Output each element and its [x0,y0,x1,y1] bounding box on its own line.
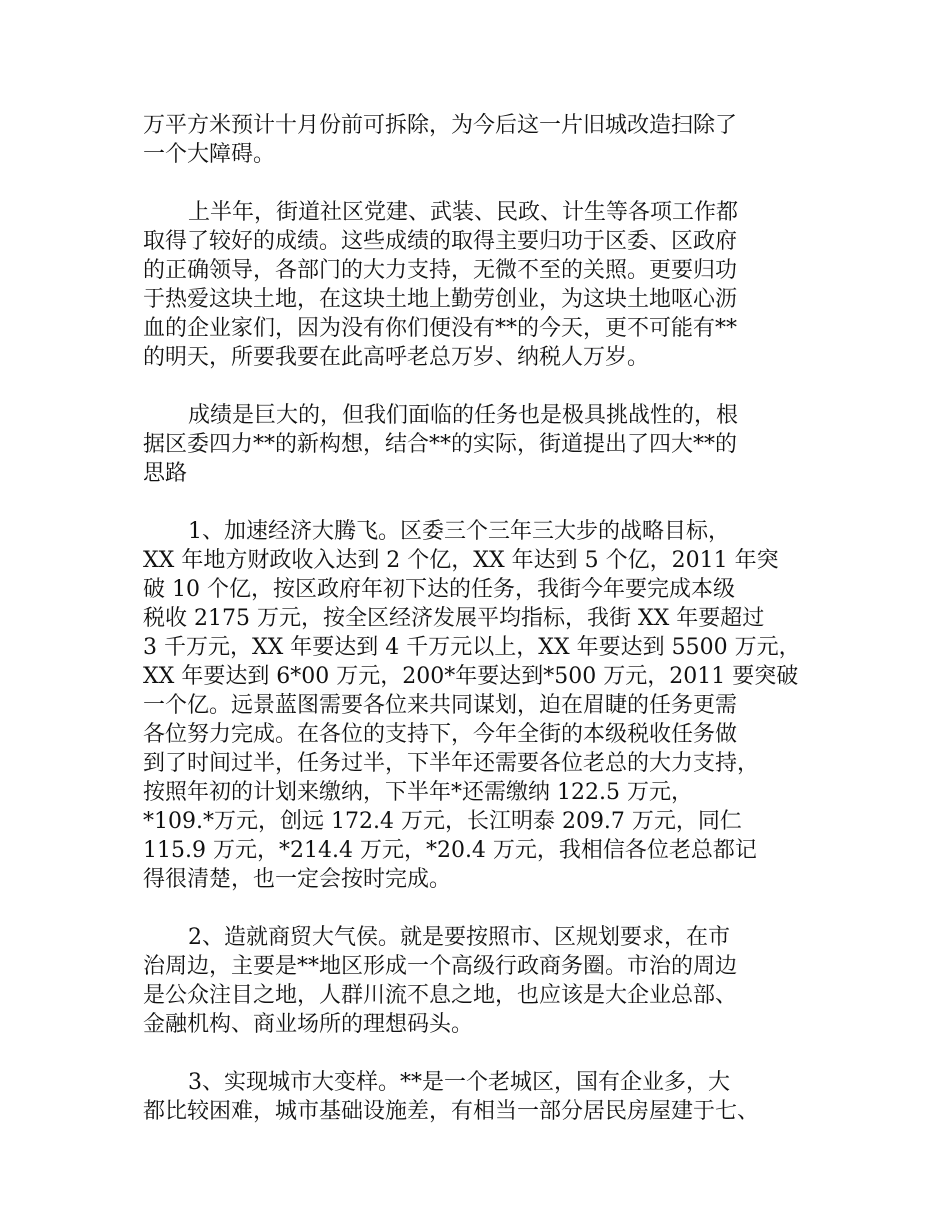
paragraph [143,198,833,372]
paragraph [143,1068,833,1126]
text-line: 是公众注目之地，人群川流不息之地，也应该是大企业总部、 [143,983,738,1008]
text-line: 治周边，主要是**地区形成一个高级行政商务圈。市治的周边 [143,954,738,979]
text-line: 一个亿。远景蓝图需要各位来共同谋划，迫在眉睫的任务更需 [143,693,738,718]
text-line: XX 年地方财政收入达到 2 个亿，XX 年达到 5 个亿，2011 年突 [143,548,779,573]
paragraph [143,923,833,1039]
text-line: 上半年，街道社区党建、武装、民政、计生等各项工作都 [188,200,739,225]
text-line: 据区委四力**的新构想，结合**的实际，街道提出了四大**的 [143,432,738,457]
text-line: 3、实现城市大变样。**是一个老城区，国有企业多，大 [188,1070,730,1095]
text-line: 1、加速经济大腾飞。区委三个三年三大步的战略目标， [188,519,730,544]
text-line: 成绩是巨大的，但我们面临的任务也是极具挑战性的，根 [188,403,739,428]
paragraph [143,111,833,169]
text-line: *109.*万元，创远 172.4 万元，长江明泰 209.7 万元，同仁 [143,809,742,834]
text-line: 破 10 个亿，按区政府年初下达的任务，我街今年要完成本级 [143,577,735,602]
text-line: 金融机构、商业场所的理想码头。 [143,1012,474,1037]
text-line: 血的企业家们，因为没有你们便没有**的今天，更不可能有** [143,316,738,341]
text-line: 取得了较好的成绩。这些成绩的取得主要归功于区委、区政府 [143,229,738,254]
paragraph [143,401,833,488]
paragraph [143,517,833,894]
text-line: 115.9 万元，*214.4 万元，*20.4 万元，我相信各位老总都记 [143,838,757,863]
text-line: 的正确领导，各部门的大力支持，无微不至的关照。更要归功 [143,258,738,283]
text-line: 得很清楚，也一定会按时完成。 [143,867,452,892]
text-line: 一个大障碍。 [143,142,276,167]
text-line: 按照年初的计划来缴纳，下半年*还需缴纳 122.5 万元， [143,780,693,805]
text-line: 税收 2175 万元，按全区经济发展平均指标，我街 XX 年要超过 [143,606,765,631]
text-line: 到了时间过半，任务过半，下半年还需要各位老总的大力支持， [143,751,760,776]
text-line: XX 年要达到 6*00 万元，200*年要达到*500 万元，2011 要突破 [143,664,799,689]
text-line: 各位努力完成。在各位的支持下，今年全街的本级税收任务做 [143,722,738,747]
text-line: 3 千万元，XX 年要达到 4 千万元以上，XX 年要达到 5500 万元， [143,635,801,660]
text-line: 都比较困难，城市基础设施差，有相当一部分居民房屋建于七、 [143,1099,760,1124]
text-line: 万平方米预计十月份前可拆除，为今后这一片旧城改造扫除了 [143,113,738,138]
text-line: 的明天，所要我要在此高呼老总万岁、纳税人万岁。 [143,345,650,370]
text-line: 2、造就商贸大气侯。就是要按照市、区规划要求，在市 [188,925,730,950]
text-line: 思路 [143,461,188,486]
text-line: 于热爱这块土地，在这块土地上勤劳创业，为这块土地呕心沥 [143,287,738,312]
document-body [143,111,833,1155]
